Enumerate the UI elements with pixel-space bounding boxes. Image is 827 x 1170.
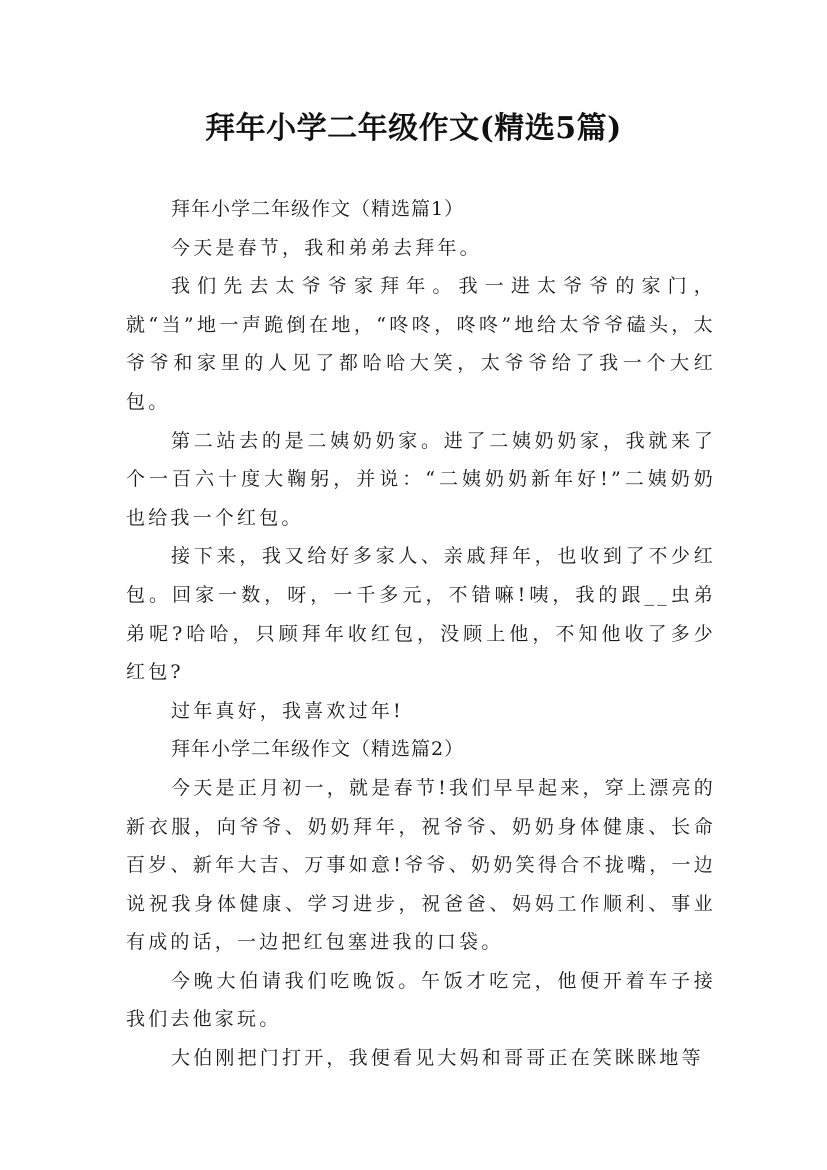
section-heading-2: 拜年小学二年级作文（精选篇2）	[171, 738, 465, 761]
paragraph: 第二站去的是二姨奶奶家。进了二姨奶奶家，我就来了个一百六十度大鞠躬，并说：“二姨奶奶新年好!”二姨奶奶也给我一个红包。	[126, 429, 716, 529]
paragraph: 今天是春节，我和弟弟去拜年。	[171, 236, 482, 259]
paragraph: 大伯刚把门打开，我便看见大妈和哥哥正在笑眯眯地等	[171, 1047, 704, 1070]
paragraph: 今晚大伯请我们吃晚饭。午饭才吃完，他便开着车子接我们去他家玩。	[126, 969, 716, 1031]
paragraph: 今天是正月初一，就是春节!我们早早起来，穿上漂亮的新衣服，向爷爷、奶奶拜年，祝爷爷、奶奶身体健康、长命百岁、新年大吉、万事如意!爷爷、奶奶笑得合不拢嘴，一边说祝我身体健康、学习进步，祝爸爸、妈妈工作顺利、事业有成的话，一边把红包塞进我的口袋。	[126, 776, 716, 954]
section-heading-1: 拜年小学二年级作文（精选篇1）	[171, 198, 465, 220]
paragraph: 过年真好，我喜欢过年!	[171, 699, 404, 722]
document-title: 拜年小学二年级作文(精选5篇)	[205, 111, 622, 146]
paragraph: 接下来，我又给好多家人、亲戚拜年，也收到了不少红包。回家一数，呀，一千多元，不错嘛!咦，我的跟__虫弟弟呢?哈哈，只顾拜年收红包，没顾上他，不知他收了多少红包?	[126, 545, 716, 684]
document-body	[126, 190, 716, 1078]
paragraph: 我们先去太爷爷家拜年。我一进太爷爷的家门，就“当”地一声跪倒在地，“咚咚，咚咚”地给太爷爷磕头，太爷爷和家里的人见了都哈哈大笑，太爷爷给了我一个大红包。	[126, 275, 716, 413]
